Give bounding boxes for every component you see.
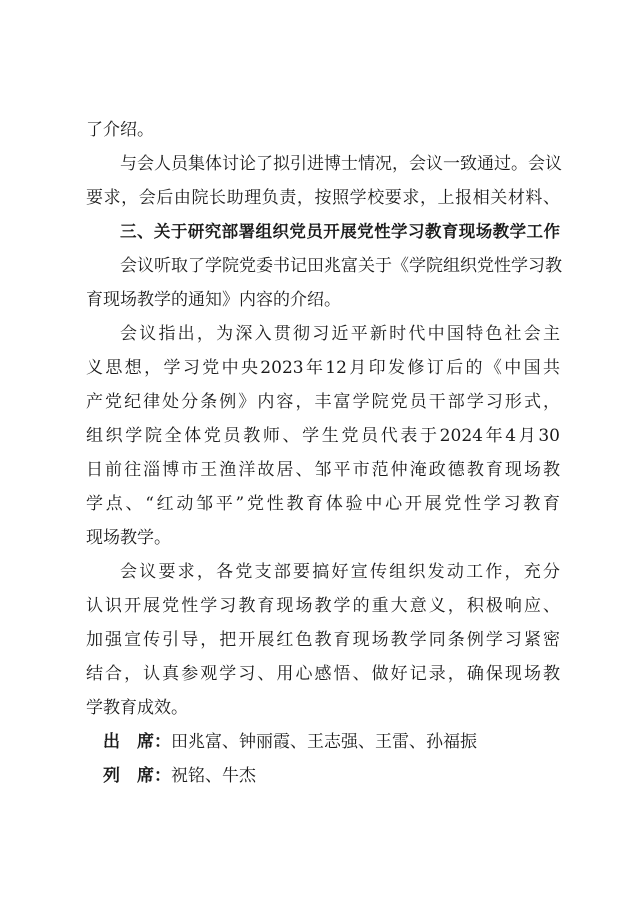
- paragraph-line: 育现场教学的通知》内容的介绍。: [86, 290, 341, 310]
- paragraph-line: 义思想，学习党中央2023年12月印发修订后的《中国共: [86, 358, 560, 378]
- attending-row: [103, 765, 543, 787]
- paragraph-line: 日前往淄博市王渔洋故居、邹平市范仲淹政德教育现场教: [86, 460, 560, 480]
- paragraph-line: 现场教学。: [86, 528, 171, 548]
- paragraph-line: 学教育成效。: [86, 698, 188, 718]
- paragraph-line: 会议听取了学院党委书记田兆富关于《学院组织党性学习教: [120, 256, 562, 276]
- paragraph-line: 了介绍。: [86, 120, 154, 140]
- present-row: [103, 731, 543, 753]
- section-heading: 三、关于研究部署组织党员开展党性学习教育现场教学工作: [120, 222, 560, 241]
- paragraph-line: 与会人员集体讨论了拟引进博士情况，会议一致通过。会议: [120, 154, 562, 174]
- present-names: 田兆富、钟丽霞、王志强、王雷、孙福振: [171, 732, 477, 752]
- paragraph-line: 加强宣传引导，把开展红色教育现场教学同条例学习紧密: [86, 630, 560, 650]
- paragraph-line: 结合，认真参观学习、用心感悟、做好记录，确保现场教: [86, 664, 560, 684]
- paragraph-line: 要求，会后由院长助理负责，按照学校要求，上报相关材料、: [86, 188, 560, 208]
- attending-names: 祝铭、牛杰: [171, 766, 256, 786]
- paragraph-line: 组织学院全体党员教师、学生党员代表于2024年4月30: [86, 426, 560, 446]
- paragraph-line: 会议要求，各党支部要搞好宣传组织发动工作，充分: [120, 562, 560, 582]
- paragraph-line: 学点、“红动邹平”党性教育体验中心开展党性学习教育: [86, 494, 560, 514]
- paragraph-line: 会议指出，为深入贯彻习近平新时代中国特色社会主: [120, 324, 560, 344]
- paragraph-line: 认识开展党性学习教育现场教学的重大意义，积极响应、: [86, 596, 560, 616]
- present-label: 出 席：: [103, 732, 171, 752]
- attending-label: 列 席：: [103, 766, 171, 786]
- paragraph-line: 产党纪律处分条例》内容，丰富学院党员干部学习形式，: [86, 392, 560, 412]
